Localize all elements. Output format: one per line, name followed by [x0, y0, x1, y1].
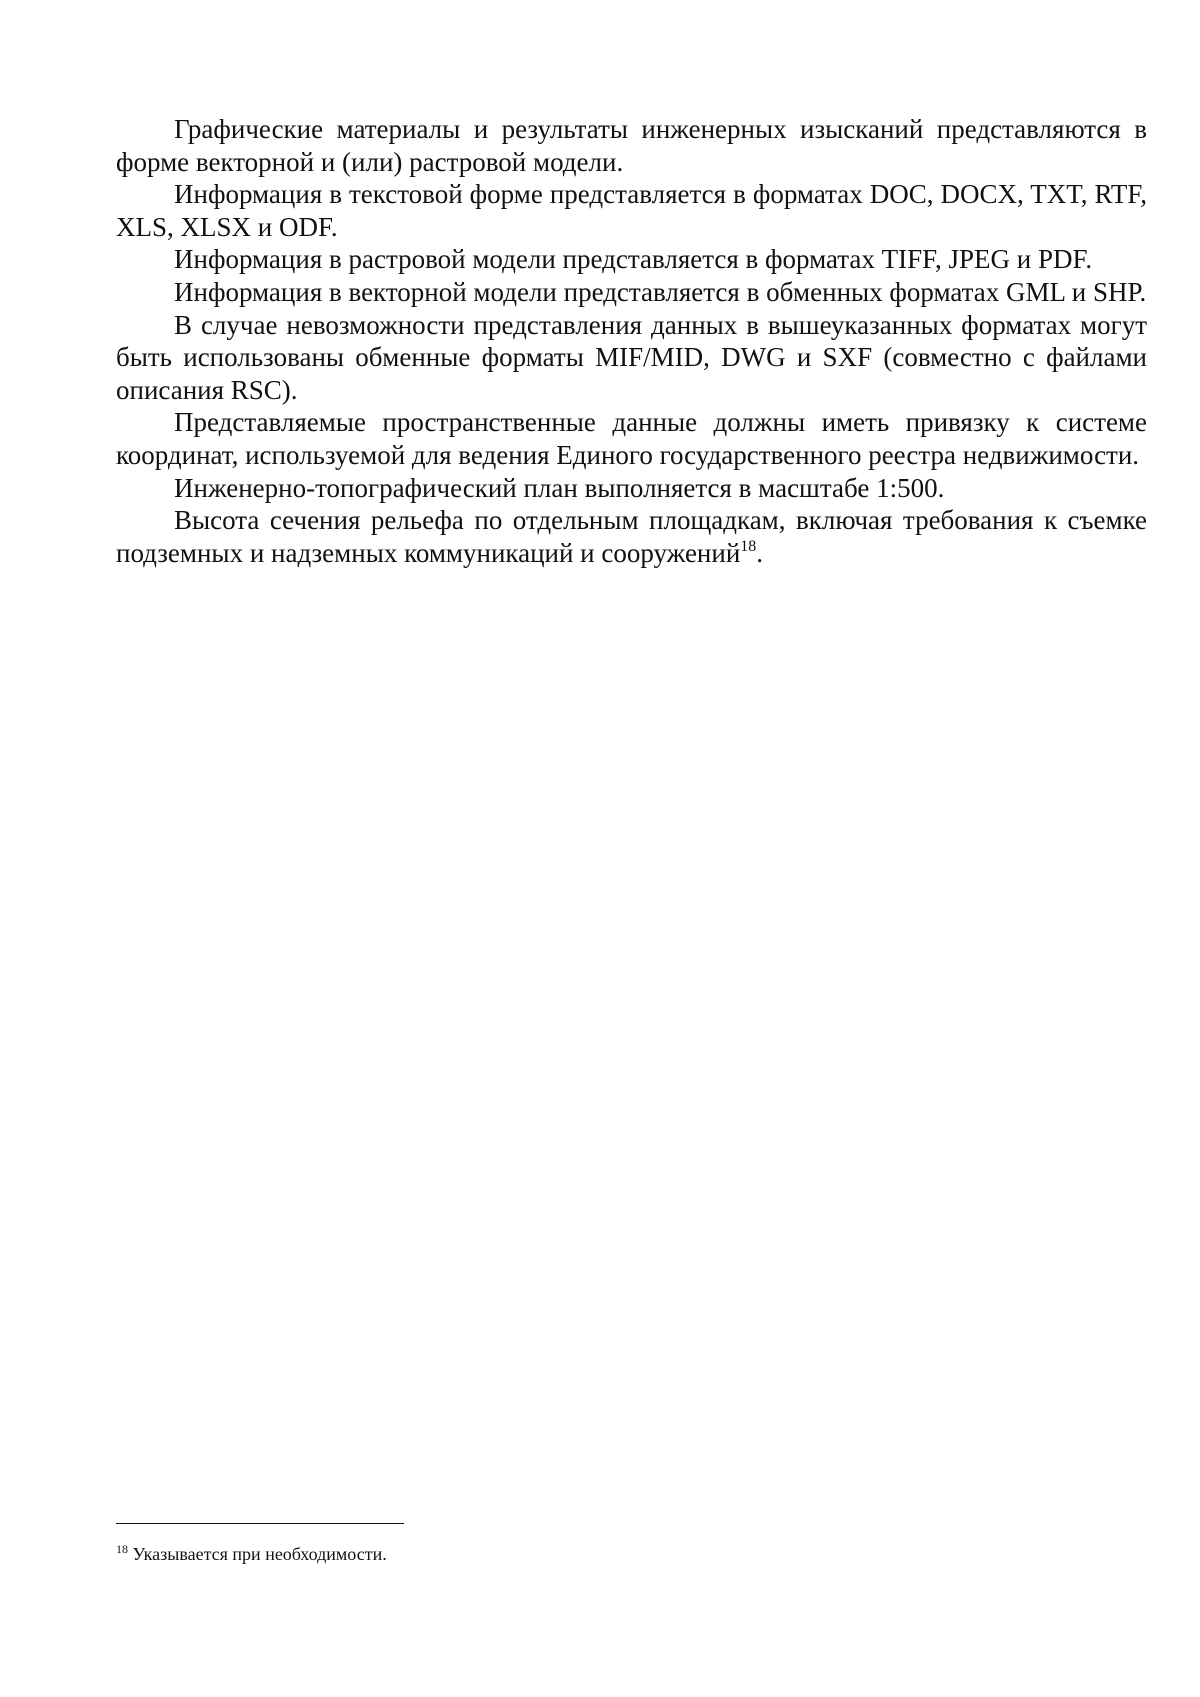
paragraph-raster-formats: Информация в растровой модели представляется в форматах TIFF, JPEG и PDF. [174, 244, 1093, 275]
footnote-text: Указывается при необходимости. [132, 1544, 387, 1564]
footnote [116, 1543, 1147, 1565]
footnote-separator [116, 1523, 404, 1524]
relief-section-text: Высота сечения рельефа по отдельным площадкам, включая требования к съемке подземных и надземных коммуникаций и сооружений [116, 505, 1147, 568]
footnote-number: 18 [116, 1542, 128, 1556]
paragraph-text-formats: Информация в текстовой форме представляется в форматах DOC, DOCX, TXT, RTF, XLS, XLSX и ODF. [116, 179, 1147, 242]
paragraph-graphic-materials: Графические материалы и результаты инженерных изысканий представляются в форме векторной и (или) растровой модели. [116, 114, 1147, 177]
paragraph-vector-formats: Информация в векторной модели представляется в обменных форматах GML и SHP. [174, 276, 1147, 307]
paragraph-coordinate-system: Представляемые пространственные данные должны иметь привязку к системе координат, используемой для ведения Единого государственного реестра недвижимости. [116, 407, 1147, 470]
footnote-reference: 18 [740, 537, 757, 555]
body-text [116, 113, 1147, 569]
paragraph-relief-section [116, 504, 1147, 569]
paragraph-plan-scale: Инженерно-топографический план выполняется в масштабе 1:500. [174, 472, 945, 503]
relief-section-end: . [756, 537, 764, 568]
paragraph-alternative-formats: В случае невозможности представления данных в вышеуказанных форматах могут быть использованы обменные форматы MIF/MID, DWG и SXF (совместно с файлами описания RSC). [116, 309, 1147, 405]
